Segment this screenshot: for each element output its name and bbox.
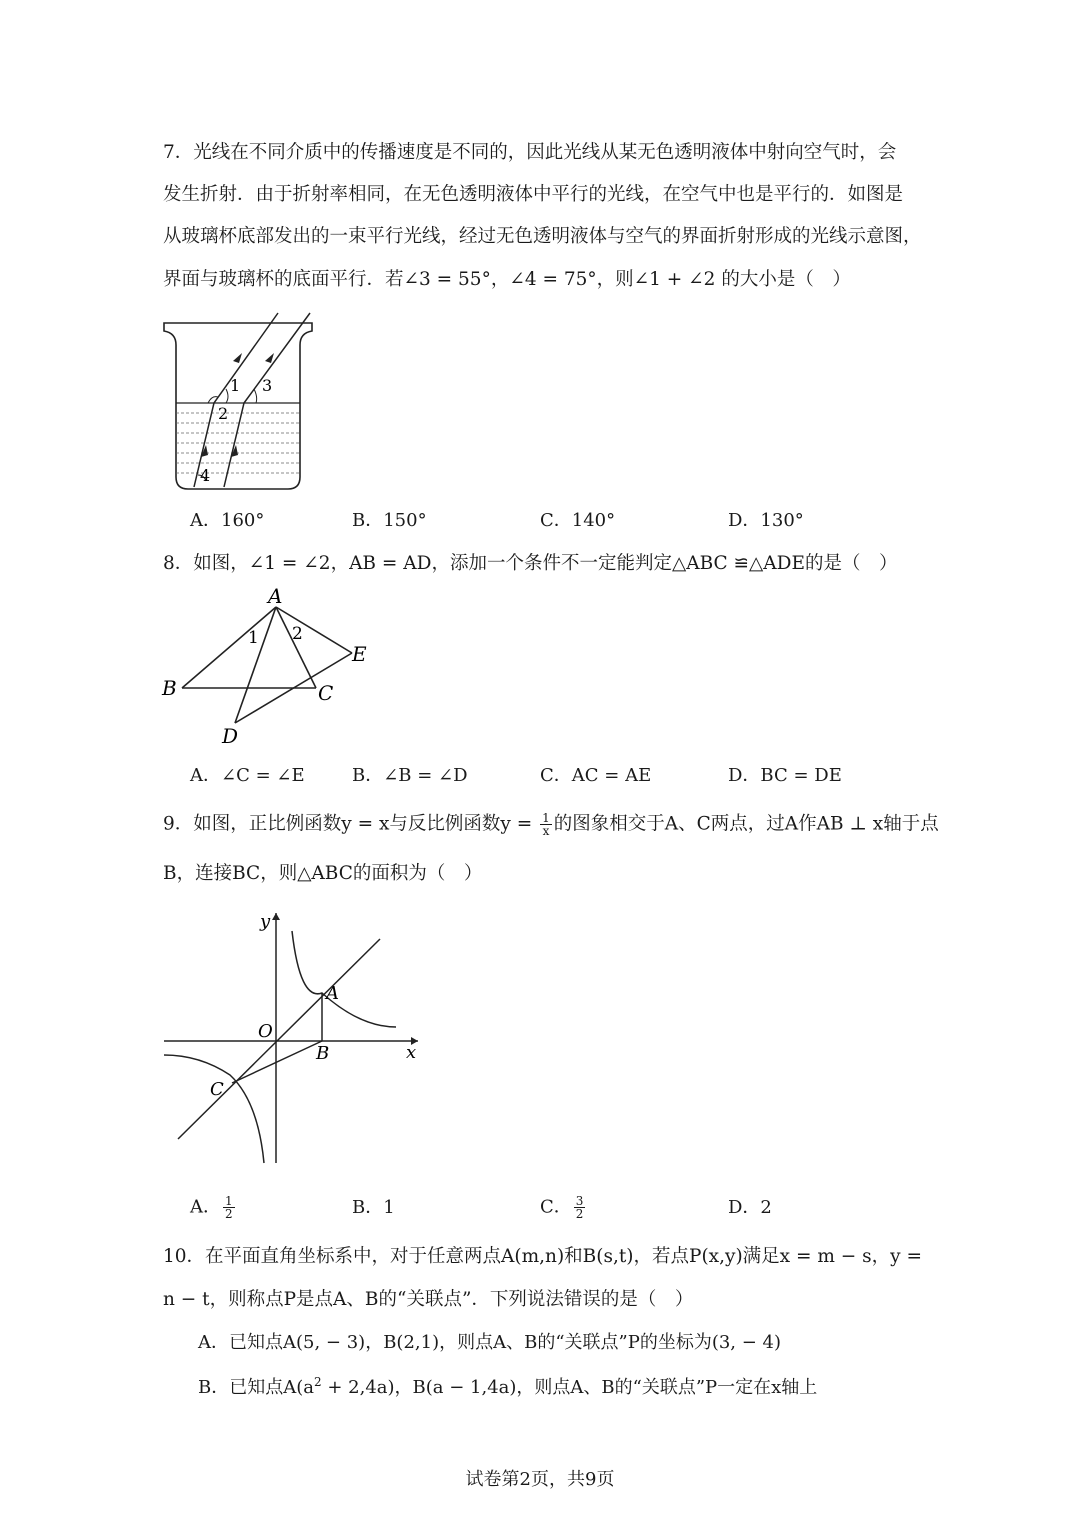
q9-origin-label: O [258, 1021, 273, 1042]
q9-option-d[interactable]: D．2 [728, 1197, 772, 1218]
q8-angle-1-label: 1 [248, 628, 259, 648]
q7-option-d[interactable]: D．130° [728, 510, 804, 531]
page-footer: 试卷第2页，共9页 [465, 1469, 615, 1490]
q9-option-b[interactable]: B．1 [352, 1197, 395, 1218]
q9-option-c-fraction [574, 1195, 586, 1220]
q8-point-d-label: D [222, 724, 239, 748]
q9-option-a-denominator: 2 [225, 1207, 233, 1221]
q9-line-1 [163, 812, 939, 837]
q7-angle-4-label: 4 [200, 466, 211, 485]
q7-angle-1-label: 1 [230, 376, 241, 395]
q9-x-axis-label: x [406, 1042, 417, 1063]
q9-fraction [540, 812, 552, 837]
q9-option-a-fraction [223, 1195, 235, 1220]
q7-line-1: 7．光线在不同介质中的传播速度是不同的，因此光线从某无色透明液体中射向空气时，会 [163, 142, 897, 163]
q9-option-a-numerator: 1 [225, 1194, 233, 1208]
q9-line-2: B，连接BC，则△ABC的面积为（ ） [163, 863, 483, 884]
q10-option-b-start: B．已知点A(a [198, 1377, 314, 1398]
q8-option-c[interactable]: C．AC = AE [540, 765, 652, 786]
q9-line-1-end: 的图象相交于A、C两点，过A作AB ⊥ x轴于点 [553, 813, 939, 835]
q9-graph-figure [160, 905, 430, 1170]
q9-option-c-denominator: 2 [575, 1207, 584, 1221]
q8-triangle-figure [160, 585, 380, 750]
q9-fraction-numerator: 1 [542, 811, 550, 825]
q7-line-4: 界面与玻璃杯的底面平行．若∠3 = 55°，∠4 = 75°，则∠1 + ∠2 的大小是（ ） [163, 269, 851, 290]
q8-point-b-label: B [162, 676, 177, 700]
q8-option-d[interactable]: D．BC = DE [728, 765, 842, 786]
q7-option-c[interactable]: C．140° [540, 510, 616, 531]
q10-option-b-end: + 2,4a)，B(a − 1,4a)，则点A、B的“关联点”P一定在x轴上 [321, 1377, 818, 1398]
q8-line: 8．如图，∠1 = ∠2，AB = AD，添加一个条件不一定能判定△ABC ≌△ADE的是（ ） [163, 553, 898, 574]
q9-option-a-label: A． [190, 1196, 221, 1218]
q9-fraction-denominator: x [542, 824, 550, 838]
q8-option-b[interactable]: B．∠B = ∠D [352, 765, 468, 786]
q9-point-b-label: B [316, 1043, 330, 1064]
q9-line-1-start: 9．如图，正比例函数y = x与反比例函数y = [163, 813, 539, 835]
q8-option-a[interactable]: A．∠C = ∠E [190, 765, 305, 786]
q7-line-3: 从玻璃杯底部发出的一束平行光线，经过无色透明液体与空气的界面折射形成的光线示意图， [163, 226, 922, 247]
q10-line-1: 10．在平面直角坐标系中，对于任意两点A(m,n)和B(s,t)，若点P(x,y)满足x = m − s，y = [163, 1246, 922, 1267]
q7-option-a[interactable]: A．160° [190, 510, 265, 531]
q9-option-c-label: C． [540, 1196, 572, 1218]
q8-point-e-label: E [352, 642, 367, 666]
q7-option-b[interactable]: B．150° [352, 510, 427, 531]
q10-option-b[interactable] [198, 1375, 817, 1399]
q9-y-axis-label: y [260, 911, 271, 932]
q8-angle-2-label: 2 [292, 624, 303, 644]
q8-point-a-label: A [268, 585, 283, 608]
q8-point-c-label: C [318, 681, 334, 705]
q7-angle-3-label: 3 [262, 376, 273, 395]
q7-angle-2-label: 2 [218, 404, 229, 423]
q9-point-a-label: A [326, 983, 339, 1004]
q7-line-2: 发生折射．由于折射率相同，在无色透明液体中平行的光线，在空气中也是平行的．如图是 [163, 184, 904, 205]
q10-option-b-exponent: 2 [313, 1375, 322, 1389]
q9-point-c-label: C [210, 1079, 224, 1100]
q9-option-c[interactable] [540, 1195, 587, 1220]
q9-option-a[interactable] [190, 1195, 237, 1220]
q7-beaker-figure [160, 305, 330, 500]
q10-option-a[interactable]: A．已知点A(5, − 3)，B(2,1)，则点A、B的“关联点”P的坐标为(3, − 4) [198, 1332, 782, 1353]
q9-option-c-numerator: 3 [575, 1194, 584, 1208]
q10-line-2: n − t，则称点P是点A、B的“关联点”．下列说法错误的是（ ） [163, 1289, 694, 1310]
